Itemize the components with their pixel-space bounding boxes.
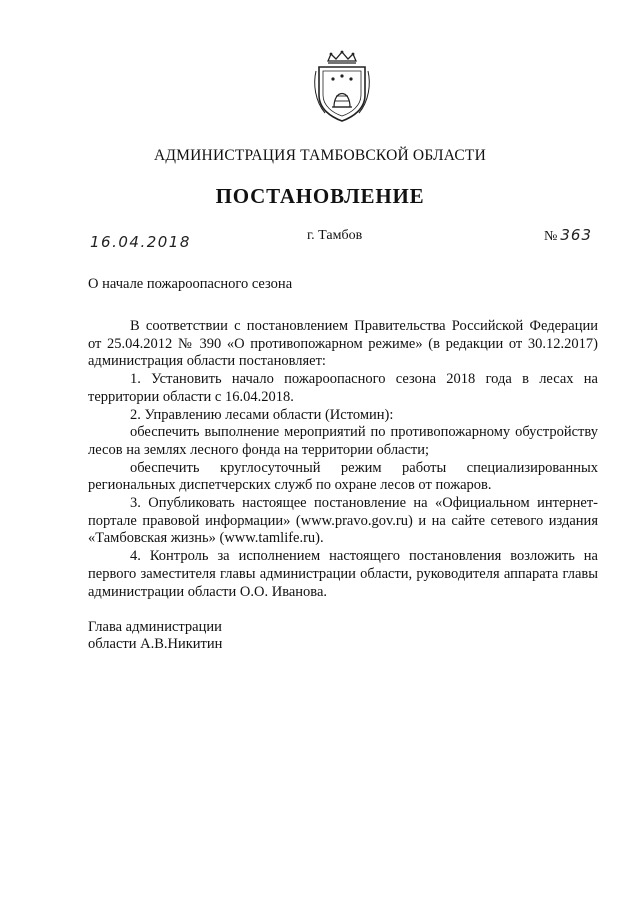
body-paragraph: обеспечить выполнение мероприятий по противопожарному обустройству лесов на землях лесного фонда на территории области; (88, 424, 598, 458)
document-type-heading: ПОСТАНОВЛЕНИЕ (215, 184, 425, 208)
body-paragraph: 3. Опубликовать настоящее постановление на «Официальном интернет-портале правовой информации» (www.pravo.gov.ru) и на сайте сетевого издания «Тамбовская жизнь» (www.tamlife.ru). (88, 495, 598, 547)
signature-block (88, 619, 222, 653)
body-paragraph: обеспечить круглосуточный режим работы специализированных региональных диспетчерских служб по охране лесов от пожаров. (88, 459, 598, 494)
signature-line-title: Глава администрации (88, 619, 222, 635)
number-label: № (544, 229, 558, 244)
signature-line-name: области А.В.Никитин (88, 636, 223, 652)
organization-title: АДМИНИСТРАЦИЯ ТАМБОВСКОЙ ОБЛАСТИ (154, 147, 486, 164)
tambov-region-coat-of-arms-icon (311, 49, 373, 123)
document-subject: О начале пожароопасного сезона (88, 276, 293, 292)
body-paragraph: 1. Установить начало пожароопасного сезона 2018 года в лесах на территории области с 16.04.2018. (88, 371, 598, 405)
document-city: г. Тамбов (307, 228, 363, 243)
body-paragraph: В соответствии с постановлением Правительства Российской Федерации от 25.04.2012 № 390 «О противопожарном режиме» (в редакции от 30.12.2017) администрация области постановляет: (88, 318, 598, 370)
number-value: 363 (560, 226, 592, 244)
document-body (88, 318, 598, 601)
document-number (544, 226, 592, 245)
body-paragraph: 2. Управлению лесами области (Истомин): (130, 406, 394, 423)
body-paragraph: 4. Контроль за исполнением настоящего постановления возложить на первого заместителя главы администрации области, руководителя аппарата главы администрации области О.О. Иванова. (88, 548, 598, 600)
document-date: 16.04.2018 (90, 233, 191, 251)
